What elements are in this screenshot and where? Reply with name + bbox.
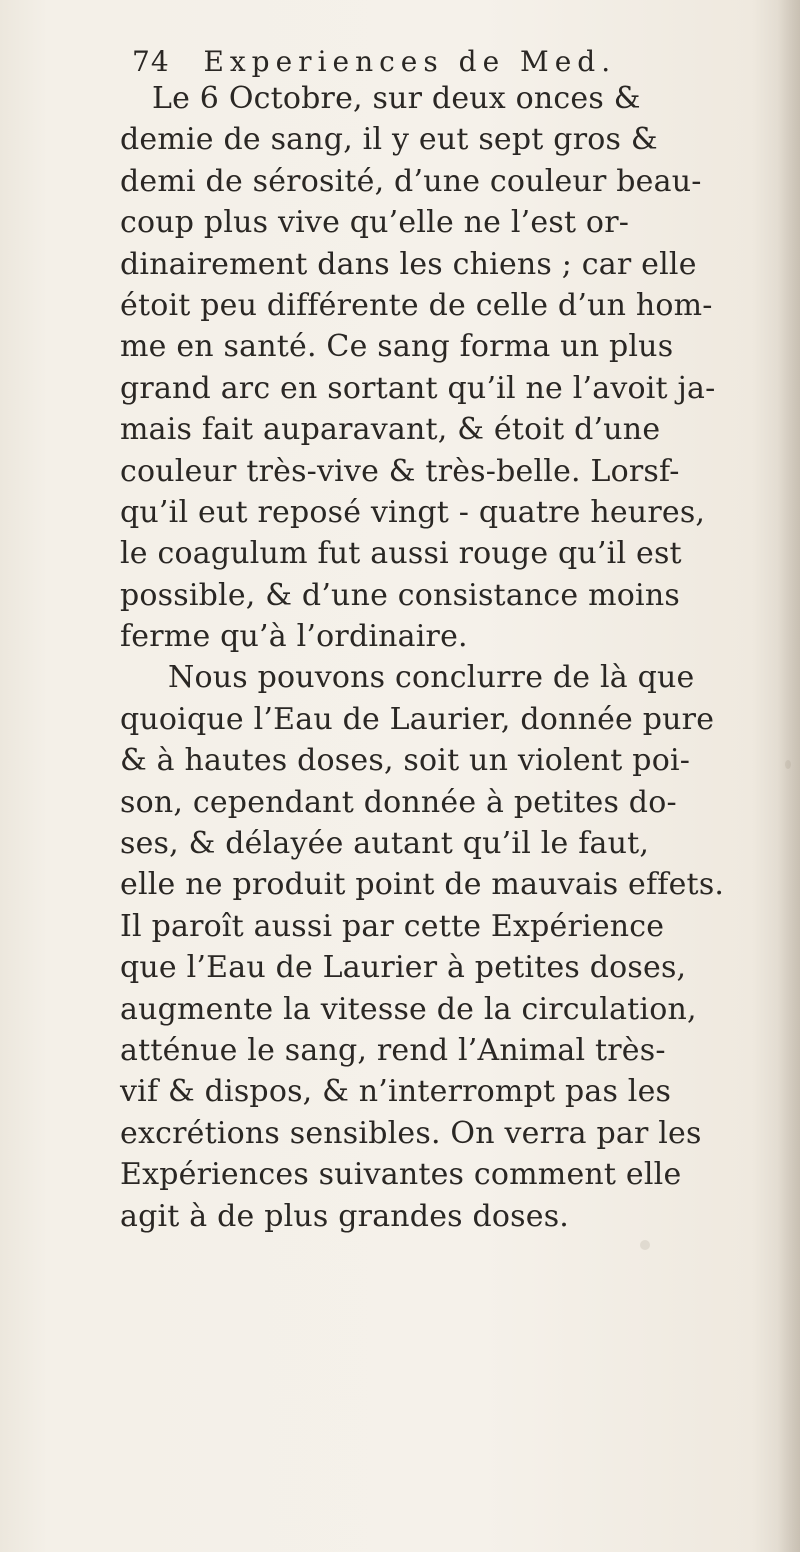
body-text (120, 78, 782, 1237)
text-line: Nous pouvons conclurre de là que (168, 660, 695, 696)
running-title: Experiences de Med. (203, 45, 617, 78)
text-line: son, cependant donnée à petites do- (120, 784, 677, 820)
text-line: & à hautes doses, soit un violent poi- (120, 743, 691, 779)
text-line: couleur très-vive & très-belle. Lorsf- (120, 453, 680, 489)
paper-stain (785, 760, 791, 769)
text-line: augmente la vitesse de la circulation, (120, 991, 697, 1027)
text-line: Expériences suivantes comment elle (120, 1157, 682, 1193)
text-line: Le 6 Octobre, sur deux onces & (152, 81, 641, 116)
text-line: quoique l’Eau de Laurier, donnée pure (120, 701, 715, 737)
text-line: me en santé. Ce sang forma un plus (120, 329, 674, 365)
text-line: dinairement dans les chiens ; car elle (120, 246, 697, 282)
text-line: demie de sang, il y eut sept gros & (120, 122, 658, 158)
text-line: demi de sérosité, d’une couleur beau- (120, 163, 702, 199)
text-line: elle ne produit point de mauvais effets. (120, 867, 725, 903)
text-line: possible, & d’une consistance moins (120, 577, 680, 613)
text-line: grand arc en sortant qu’il ne l’avoit ja- (120, 370, 716, 406)
text-line: coup plus vive qu’elle ne l’est or- (120, 205, 630, 241)
text-line: qu’il eut reposé vingt - quatre heures, (120, 494, 706, 530)
text-line: que l’Eau de Laurier à petites doses, (120, 950, 687, 986)
text-line: Il paroît aussi par cette Expérience (120, 908, 665, 944)
text-line: atténue le sang, rend l’Animal très- (120, 1032, 666, 1068)
text-line: ses, & délayée autant qu’il le faut, (120, 826, 650, 862)
text-line: vif & dispos, & n’interrompt pas les (120, 1074, 672, 1110)
text-line: mais fait auparavant, & étoit d’une (120, 412, 661, 448)
text-line: agit à de plus grandes doses. (120, 1198, 570, 1234)
text-line: ferme qu’à l’ordinaire. (120, 619, 468, 655)
page-number: 74 (132, 45, 170, 78)
paper-stain (640, 1240, 650, 1250)
text-line: excrétions sensibles. On verra par les (120, 1115, 702, 1151)
text-line: le coagulum fut aussi rouge qu’il est (120, 536, 682, 572)
text-line: étoit peu différente de celle d’un hom- (120, 287, 713, 323)
